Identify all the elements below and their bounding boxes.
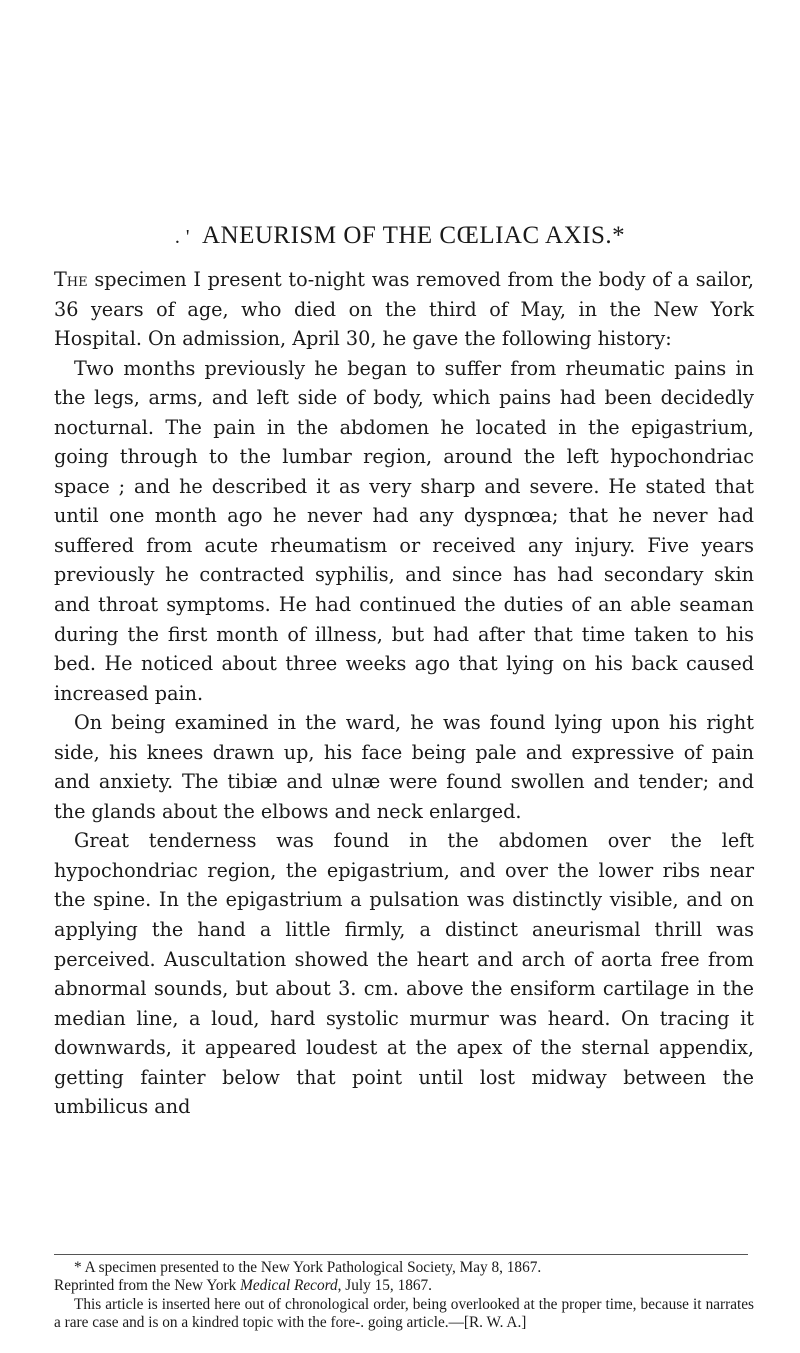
paragraph-4: Great tenderness was found in the abdomen over the left hypochondriac region, the epigastrium, and over the lower ribs near the spine. In the epigastrium a pulsation was distinctly visible, and on applying the hand a little firmly, a distinct aneurismal thrill was perceived. Auscultation showed the heart and arch of aorta free from abnormal sounds, but about 3. cm. above the ensiform cartilage in the median line, a loud, hard systolic murmur was heard. On tracing it downwards, it appeared loudest at the apex of the sternal appendix, getting fainter below that point until lost midway between the umbilicus and	[54, 829, 754, 1119]
chapter-title	[0, 222, 800, 250]
paragraph-1-lead: The	[54, 268, 88, 291]
journal-name: Medical Record	[240, 1277, 338, 1295]
footnote-reprint	[54, 1277, 754, 1295]
footnotes	[54, 1259, 754, 1332]
chapter-title-text: ANEURISM OF THE CŒLIAC AXIS.*	[202, 222, 626, 249]
paragraph-1	[54, 265, 754, 354]
footnote-reprint-post: , July 15, 1867.	[337, 1277, 432, 1295]
footnote-divider	[54, 1254, 748, 1255]
body-text	[54, 265, 754, 1122]
footnote-1: * A specimen presented to the New York Pathological Society, May 8, 1867.	[74, 1259, 542, 1276]
footnote-reprint-pre: Reprinted from the New York	[54, 1277, 241, 1295]
footnote-2: This article is inserted here out of chronological order, being overlooked at the proper time, because it narrates a rare case and is on a kindred topic with the fore-. going article.—[R. W. A.]	[54, 1295, 754, 1331]
stray-marks: . '	[174, 226, 190, 248]
paragraph-2: Two months previously he began to suffer from rheumatic pains in the legs, arms, and left side of body, which pains had been decidedly nocturnal. The pain in the abdomen he located in the epigastrium, going through to the lumbar region, around the left hypochondriac space ; and he described it as very sharp and severe. He stated that until one month ago he never had any dyspnœa; that he never had suffered from acute rheumatism or received any injury. Five years previously he contracted syphilis, and since has had secondary skin and throat symptoms. He had continued the duties of an able seaman during the first month of illness, but had after that time taken to his bed. He noticed about three weeks ago that lying on his back caused increased pain.	[54, 356, 754, 705]
paragraph-1-text: specimen I present to-night was removed from the body of a sailor, 36 years of age, who died on the third of May, in the New York Hospital. On admission, April 30, he gave the following history:	[54, 268, 754, 351]
paragraph-3: On being examined in the ward, he was found lying upon his right side, his knees drawn up, his face being pale and expressive of pain and anxiety. The tibiæ and ulnæ were found swollen and tender; and the glands about the elbows and neck enlarged.	[54, 711, 754, 823]
